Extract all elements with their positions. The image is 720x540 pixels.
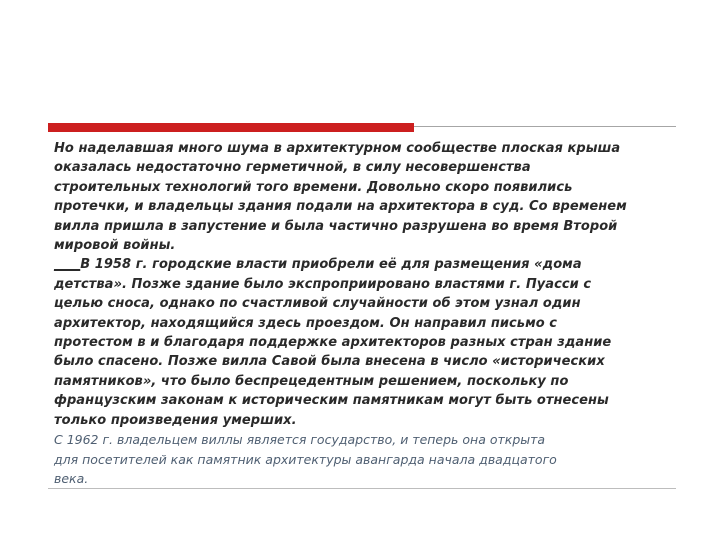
header-divider xyxy=(414,126,676,127)
paragraph-1958 xyxy=(54,255,674,430)
paragraph-flat-roof: Но наделавшая много шума в архитектурном сообществе плоская крыша оказалась недостаточно герметичной, в силу несовершенства строительных технологий того времени. Довольно скоро появились протечки, и владельцы здания подали на архитектора в суд. Со временем вилла пришла в запустение и была частично разрушена во время Второй мировой войны. xyxy=(54,141,627,254)
paragraph-indent-underscores: ____ xyxy=(54,257,81,273)
paragraph-1962: С 1962 г. владельцем виллы является государство, и теперь она открыта для посетителей как памятник архитектуры авангарда начала двадцатого века. xyxy=(54,432,557,487)
slide-body xyxy=(54,139,674,489)
accent-bar xyxy=(48,123,414,132)
footer-divider xyxy=(48,488,676,489)
paragraph-1958-text: В 1958 г. городские власти приобрели её для размещения «дома детства». Позже здание было экспроприировано властями г. Пуасси с целью сноса, однако по счастливой случайности об этом узнал один архитектор, находящийся здесь проездом. Он направил письмо с протестом в и благодаря поддержке архитекторов разных стран здание было спасено. Позже вилла Савой была внесена в число «исторических памятников», что было беспрецедентным решением, поскольку по французским законам к историческим памятникам могут быть отнесены только произведения умерших. xyxy=(54,257,612,428)
